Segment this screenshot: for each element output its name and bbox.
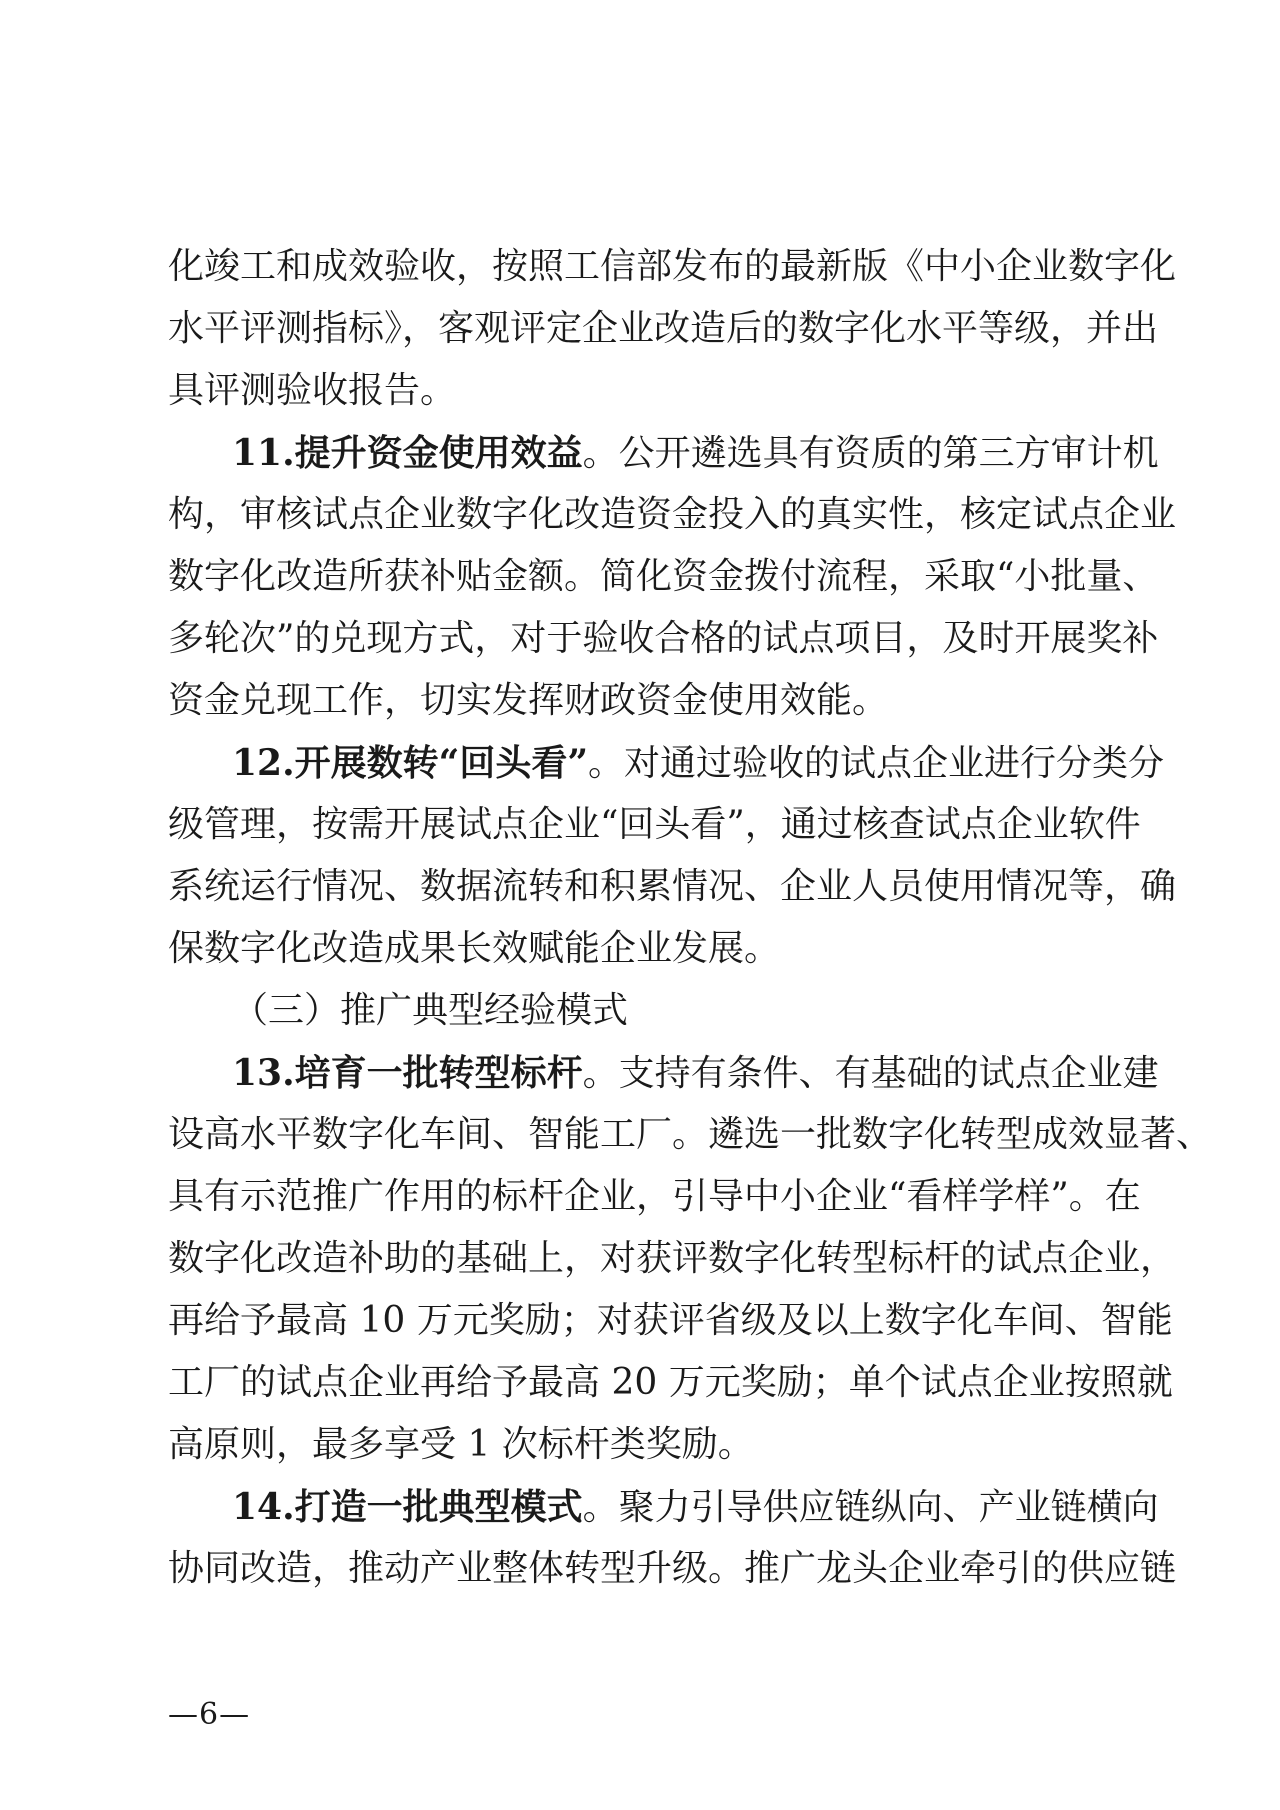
item-13-first-line <box>168 1042 1159 1104</box>
text-line: 数字化改造补助的基础上，对获评数字化转型标杆的试点企业， <box>168 1238 1177 1279</box>
item-11-first-line <box>168 422 1159 484</box>
item-12-first-rest: 。对通过验收的试点企业进行分类分 <box>588 743 1165 784</box>
text-line: 工厂的试点企业再给予最高 20 万元奖励；单个试点企业按照就 <box>168 1362 1173 1403</box>
text-line: 系统运行情况、数据流转和积累情况、企业人员使用情况等，确 <box>168 866 1177 907</box>
document-body <box>168 236 1213 1600</box>
text-line: 水平评测指标》，客观评定企业改造后的数字化水平等级，并出 <box>168 308 1159 349</box>
page-number: —6— <box>168 1697 251 1732</box>
item-14-first-line <box>168 1476 1159 1538</box>
text-line: 资金兑现工作，切实发挥财政资金使用效能。 <box>168 680 889 721</box>
section-heading: （三）推广典型经验模式 <box>232 990 629 1031</box>
item-13-lead: 13.培育一批转型标杆 <box>232 1052 583 1094</box>
text-line: 设高水平数字化车间、智能工厂。遴选一批数字化转型成效显著、 <box>168 1114 1213 1155</box>
item-12-lead: 12.开展数转“回头看” <box>232 742 589 784</box>
text-line: 保数字化改造成果长效赋能企业发展。 <box>168 928 781 969</box>
text-line: 具有示范推广作用的标杆企业，引导中小企业“看样学样”。在 <box>168 1176 1141 1217</box>
item-14-lead: 14.打造一批典型模式 <box>232 1486 583 1528</box>
text-line: 协同改造，推动产业整体转型升级。推广龙头企业牵引的供应链 <box>168 1548 1177 1589</box>
text-line: 级管理，按需开展试点企业“回头看”，通过核查试点企业软件 <box>168 804 1141 845</box>
item-11-lead: 11.提升资金使用效益 <box>232 432 583 474</box>
text-line: 化竣工和成效验收，按照工信部发布的最新版《中小企业数字化 <box>168 246 1177 287</box>
text-line: 构，审核试点企业数字化改造资金投入的真实性，核定试点企业 <box>168 494 1177 535</box>
item-11-first-rest: 。公开遴选具有资质的第三方审计机 <box>582 433 1159 474</box>
text-line: 具评测验收报告。 <box>168 370 457 411</box>
item-13-first-rest: 。支持有条件、有基础的试点企业建 <box>582 1053 1159 1094</box>
text-line: 多轮次”的兑现方式，对于验收合格的试点项目，及时开展奖补 <box>168 618 1159 659</box>
item-12-first-line <box>168 732 1165 794</box>
item-14-first-rest: 。聚力引导供应链纵向、产业链横向 <box>582 1487 1159 1528</box>
text-line: 再给予最高 10 万元奖励；对获评省级及以上数字化车间、智能 <box>168 1300 1173 1341</box>
text-line: 数字化改造所获补贴金额。简化资金拨付流程，采取“小批量、 <box>168 556 1159 597</box>
text-line: 高原则，最多享受 1 次标杆类奖励。 <box>168 1424 754 1465</box>
